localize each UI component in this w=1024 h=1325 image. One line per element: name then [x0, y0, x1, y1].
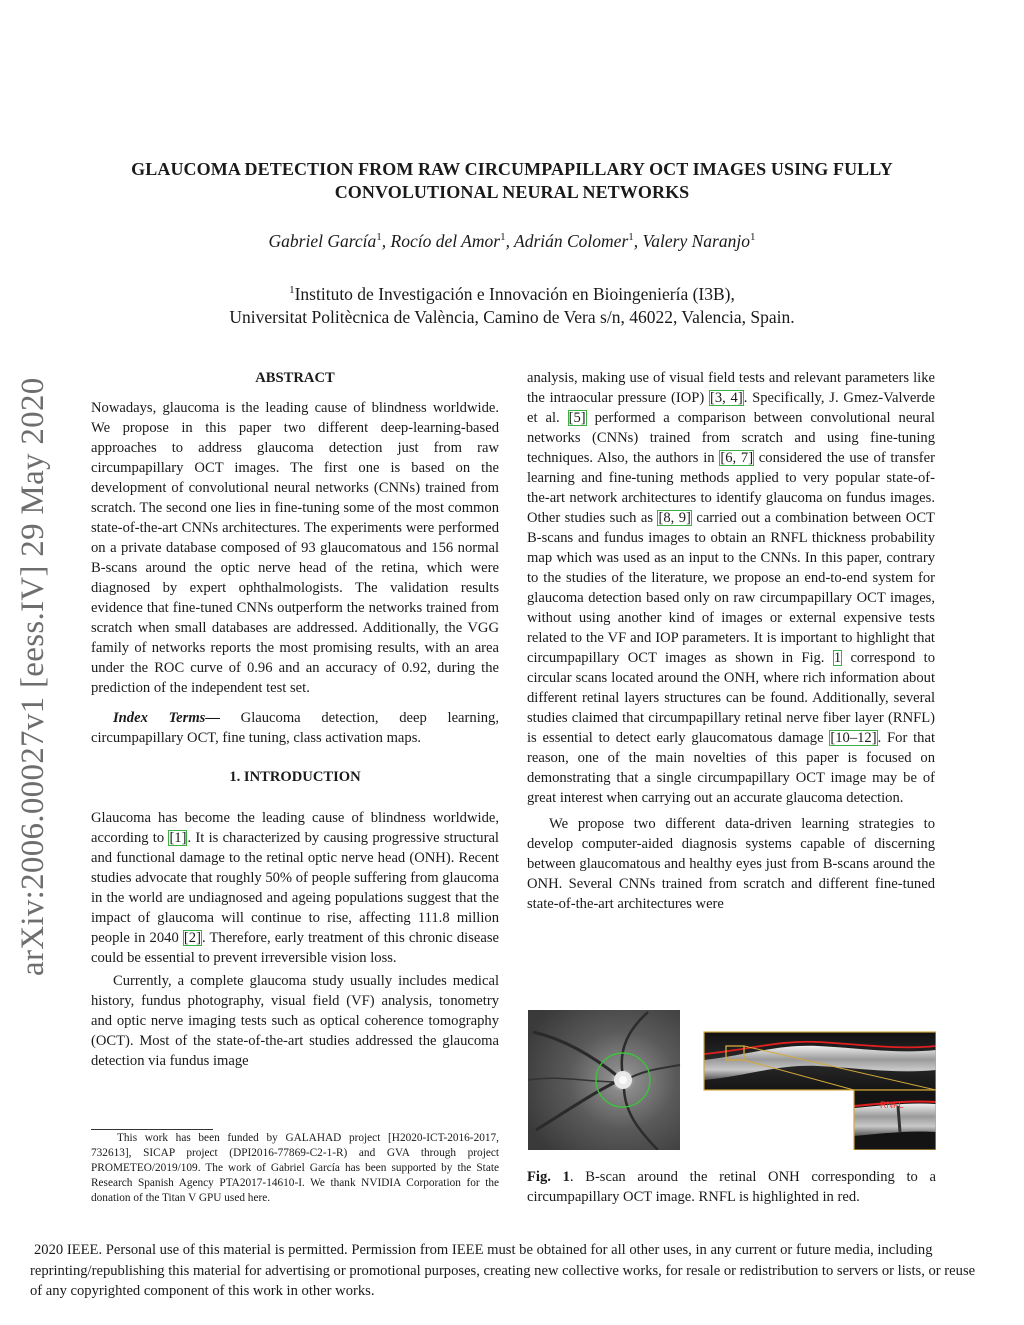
author-affiliation-marker: 1: [628, 231, 634, 244]
author-list: Gabriel García$^1$, Rocío del Amor$^1$, Adrián Colomer$^1$, Valery Naranjo$^1$: [268, 231, 756, 251]
author-name: Adrián Colomer: [514, 231, 629, 251]
author-affiliation-marker: 1: [376, 231, 382, 244]
intro-paragraph-1: Glaucoma has become the leading cause of blindness worldwide, according to [1]. It is characterized by causing progressive structural and functional damage to the retinal optic nerve head (ONH). Recent studies advocate that roughly 50% of people suffering from glaucoma in the world are undiagnosed and ageing populations suggest that the impact of glaucoma will continue to rise, affecting 111.8 million people in 2040 [2]. Therefore, early treatment of this chronic disease could be essential to prevent irreversible vision loss.: [91, 810, 499, 966]
affiliation-line-2: Universitat Politècnica de València, Camino de Vera s/n, 46022, Valencia, Spain.: [229, 306, 795, 327]
title-line-2: CONVOLUTIONAL NEURAL NETWORKS: [334, 182, 690, 202]
footnote-rule: [91, 1129, 213, 1130]
author-affiliation-marker: 1: [500, 231, 506, 244]
fundus-photo: [528, 1010, 680, 1150]
author-affiliation-marker: 1: [749, 231, 756, 244]
affiliation-line-1: Instituto de Investigación e Innovación en Bioingeniería (I3B),: [294, 283, 735, 304]
author-name: Valery Naranjo: [642, 231, 750, 251]
rnfl-zoom-inset: [854, 1090, 936, 1150]
figure-1: [528, 1010, 936, 1150]
author-name: Rocío del Amor: [390, 231, 501, 251]
author-name: Gabriel García: [268, 231, 377, 251]
citation-link[interactable]: [3, 4]: [709, 390, 743, 406]
figure-caption-label: Fig. 1: [527, 1169, 570, 1185]
index-terms: [91, 708, 499, 748]
title-line-1: GLAUCOMA DETECTION FROM RAW CIRCUMPAPILLARY OCT IMAGES USING FULLY: [131, 159, 893, 179]
intro-heading: 1. INTRODUCTION: [229, 769, 361, 785]
figure-1-caption: [527, 1167, 936, 1207]
abstract-text: Nowadays, glaucoma is the leading cause of blindness worldwide. We propose in this paper two different deep-learning-based approaches to address glaucoma detection just from raw circumpapillary OCT images. The first one is based on the development of convolutional neural networks (CNNs) trained from scratch. The second one lies in fine-tuning some of the most common state-of-the-art CNNs architectures. The experiments were performed on a private database composed of 93 glaucomatous and 156 normal B-scans around the optic nerve head of the retina, which were diagnosed by expert ophthalmologists. The validation results evidence that fine-tuned CNNs outperform the networks trained from scratch when small databases are addressed. Additionally, the VGG family of networks reports the most promising results, with an area under the ROC curve of 0.96 and an accuracy of 0.92, during the prediction of the independent test set.: [91, 400, 499, 696]
copyright-notice: 2020 IEEE. Personal use of this material is permitted. Permission from IEEE must be obtained for all other uses, in any current or future media, including reprinting/republishing this material for advertising or promotional purposes, creating new collective works, for resale or redistribution to servers or lists, or reuse of any copyrighted component of this work in other works.: [30, 1242, 976, 1299]
citation-link[interactable]: 1: [833, 650, 842, 666]
right-paragraph-2: We propose two different data-driven learning strategies to develop computer-aided diagnosis systems capable of discerning between glaucomatous and healthy eyes just from B-scans around the ONH. Several CNNs trained from scratch and different fine-tuned state-of-the-art architectures were: [527, 816, 935, 912]
citation-link[interactable]: [10–12]: [830, 730, 877, 746]
citation-link[interactable]: [6, 7]: [720, 450, 754, 466]
citation-link[interactable]: [5]: [568, 410, 586, 426]
figure-caption-text: . B-scan around the retinal ONH corresponding to a circumpapillary OCT image. RNFL is highlighted in red.: [527, 1169, 936, 1205]
citation-link[interactable]: [8, 9]: [658, 510, 691, 526]
abstract-heading: ABSTRACT: [255, 370, 335, 386]
figure-1-image: [528, 1010, 936, 1150]
paper-title: [60, 158, 964, 204]
left-column: [91, 368, 499, 1071]
oct-bscan: [704, 1032, 936, 1090]
rnfl-label: RNFL: [880, 1100, 904, 1110]
footnote: This work has been funded by GALAHAD project [H2020-ICT-2016-2017, 732613], SICAP project (DPI2016-77869-C2-1-R) and GVA through project PROMETEO/2019/109. The work of Gabriel García has been supported by the State Research Spanish Agency PTA2017-14610-I. We thank NVIDIA Corporation for the donation of the Titan V GPU used here.: [91, 1132, 499, 1204]
affiliation: [60, 279, 964, 329]
right-column: [527, 368, 935, 914]
right-paragraph-1: analysis, making use of visual field tests and relevant parameters like the intraocular pressure (IOP) [3, 4]. Specifically, J. Gmez-Valverde et al. [5] performed a comparison between convolutional neural networks (CNNs) trained from scratch and using fine-tuning techniques. Also, the authors in [6, 7] considered the use of transfer learning and fine-tuning methods applied to very popular state-of-the-art network architectures to identify glaucoma on fundus images. Other studies such as [8, 9] carried out a combination between OCT B-scans and fundus images to obtain an RNFL thickness probability map which was used as an input to the CNNs. In this paper, contrary to the studies of the literature, we propose an end-to-end system for glaucoma detection based only on raw circumpapillary OCT images, without using another kind of images or external expensive tests related to the VF and IOP parameters. It is important to highlight that circumpapillary OCT images as shown in Fig. 1 correspond to circular scans located around the ONH, where rich information about different retinal layers structures can be found. Additionally, several studies claimed that circumpapillary retinal nerve fiber layer (RNFL) is essential to detect early glaucomatous damage [10–12]. For that reason, one of the main novelties of this paper is focused on demonstrating that a single circumpapillary OCT image may be of great interest when carrying out an accurate glaucoma detection.: [527, 370, 935, 806]
index-terms-label: Index Terms—: [113, 710, 220, 726]
affiliation-marker: 1: [289, 284, 295, 296]
citation-link[interactable]: [2]: [183, 930, 201, 946]
index-terms-text: Glaucoma detection, deep learning, circumpapillary OCT, fine tuning, class activation maps.: [91, 710, 499, 746]
intro-paragraph-2: Currently, a complete glaucoma study usually includes medical history, fundus photography, visual field (VF) analysis, tonometry and optic nerve imaging tests such as optical coherence tomography (OCT). Most of the state-of-the-art studies addressed the glaucoma detection via fundus image: [91, 973, 499, 1069]
citation-link[interactable]: [1]: [169, 830, 187, 846]
arxiv-stamp: arXiv:2006.00027v1 [eess.IV] 29 May 2020: [15, 377, 51, 976]
